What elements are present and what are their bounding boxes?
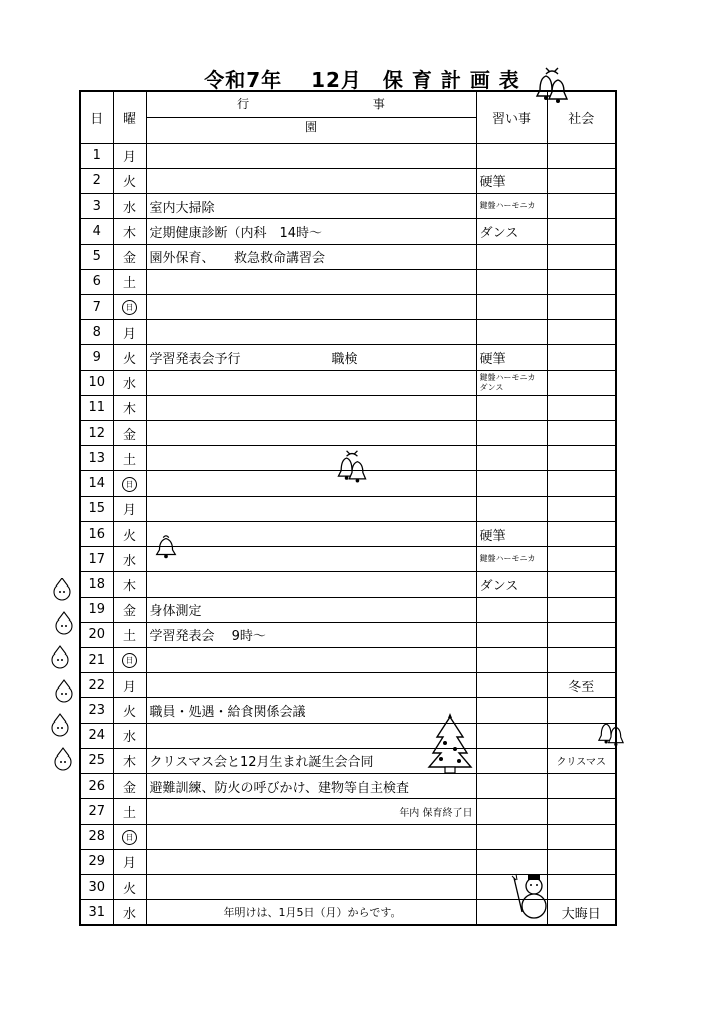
table-row (80, 874, 616, 899)
weekday-cell: 水 (113, 370, 146, 395)
weekday-cell: 金 (113, 244, 146, 269)
lesson-cell (476, 547, 547, 572)
day-cell: 4 (80, 219, 113, 244)
society-cell: クリスマス (547, 748, 616, 773)
society-cell (547, 622, 616, 647)
day-cell: 12 (80, 421, 113, 446)
day-cell: 17 (80, 547, 113, 572)
lesson-cell (476, 849, 547, 874)
society-cell (547, 698, 616, 723)
day-cell: 26 (80, 774, 113, 799)
header-event-top-left: 行 (237, 96, 250, 111)
day-cell: 18 (80, 572, 113, 597)
lesson-cell (476, 194, 547, 219)
header-lessons: 習い事 (476, 91, 547, 143)
day-cell: 15 (80, 496, 113, 521)
weekday-cell: 土 (113, 269, 146, 294)
header-event (146, 91, 476, 143)
table-row (80, 269, 616, 294)
page-title: 令和7年 12月 保 育 計 画 表 (204, 68, 520, 92)
weekday-cell (113, 294, 146, 319)
lesson-cell (476, 874, 547, 899)
header-event-top (147, 95, 476, 118)
society-cell (547, 774, 616, 799)
santa-border-icon (48, 578, 78, 778)
day-cell: 28 (80, 824, 113, 849)
weekday-cell (113, 471, 146, 496)
society-cell (547, 143, 616, 168)
weekday-cell: 月 (113, 496, 146, 521)
event-cell: 園外保育、 救急救命講習会 (146, 244, 476, 269)
table-row (80, 395, 616, 420)
day-cell: 24 (80, 723, 113, 748)
society-cell (547, 597, 616, 622)
weekday-cell: 水 (113, 900, 146, 925)
table-row (80, 320, 616, 345)
day-cell: 7 (80, 294, 113, 319)
lesson-cell (476, 496, 547, 521)
day-cell: 16 (80, 521, 113, 546)
event-cell: 職員・処遇・給食関係会議 (146, 698, 476, 723)
lesson-cell (476, 824, 547, 849)
lesson-cell (476, 673, 547, 698)
event-cell (146, 547, 476, 572)
lesson-cell (476, 269, 547, 294)
lesson-cell (476, 421, 547, 446)
table-row (80, 370, 616, 395)
lesson-cell: ダンス (476, 219, 547, 244)
society-cell (547, 648, 616, 673)
weekday-cell: 月 (113, 143, 146, 168)
sunday-mark: 日 (122, 300, 137, 315)
day-cell: 11 (80, 395, 113, 420)
lesson-cell (476, 143, 547, 168)
table-row (80, 774, 616, 799)
day-cell: 14 (80, 471, 113, 496)
lesson-cell (476, 320, 547, 345)
lesson-cell: 硬筆 (476, 168, 547, 193)
lesson-cell: 硬筆 (476, 345, 547, 370)
weekday-cell: 木 (113, 395, 146, 420)
weekday-cell: 水 (113, 723, 146, 748)
day-cell: 22 (80, 673, 113, 698)
table-row (80, 294, 616, 319)
weekday-cell: 土 (113, 622, 146, 647)
day-cell: 9 (80, 345, 113, 370)
event-cell (146, 320, 476, 345)
day-cell: 30 (80, 874, 113, 899)
event-cell (146, 874, 476, 899)
weekday-cell: 火 (113, 874, 146, 899)
day-cell: 5 (80, 244, 113, 269)
table-row (80, 824, 616, 849)
society-cell (547, 219, 616, 244)
table-row (80, 219, 616, 244)
society-cell: 大晦日 (547, 900, 616, 925)
weekday-cell: 木 (113, 572, 146, 597)
weekday-cell: 土 (113, 446, 146, 471)
event-cell (146, 168, 476, 193)
header-dow: 曜 (113, 91, 146, 143)
society-cell (547, 547, 616, 572)
event-cell (146, 269, 476, 294)
table-row (80, 168, 616, 193)
day-cell: 27 (80, 799, 113, 824)
event-cell (146, 370, 476, 395)
day-cell: 10 (80, 370, 113, 395)
weekday-cell: 火 (113, 345, 146, 370)
society-cell (547, 849, 616, 874)
event-cell (146, 648, 476, 673)
event-cell: 定期健康診断（内科 14時～ (146, 219, 476, 244)
event-cell (146, 673, 476, 698)
event-cell: クリスマス会と12月生まれ誕生会合同 (146, 748, 476, 773)
table-row (80, 622, 616, 647)
day-cell: 2 (80, 168, 113, 193)
weekday-cell (113, 824, 146, 849)
society-cell (547, 421, 616, 446)
day-cell: 23 (80, 698, 113, 723)
day-cell: 8 (80, 320, 113, 345)
table-row (80, 496, 616, 521)
society-cell (547, 395, 616, 420)
lesson-cell (476, 698, 547, 723)
weekday-cell: 金 (113, 421, 146, 446)
table-row (80, 900, 616, 925)
day-cell: 31 (80, 900, 113, 925)
weekday-cell: 火 (113, 521, 146, 546)
table-row (80, 421, 616, 446)
table-row (80, 673, 616, 698)
day-cell: 19 (80, 597, 113, 622)
society-cell (547, 294, 616, 319)
event-cell (146, 294, 476, 319)
sunday-mark: 日 (122, 477, 137, 492)
society-cell (547, 799, 616, 824)
event-cell (146, 849, 476, 874)
lesson-cell (476, 446, 547, 471)
society-cell: 冬至 (547, 673, 616, 698)
society-cell (547, 723, 616, 748)
day-cell: 3 (80, 194, 113, 219)
weekday-cell: 月 (113, 673, 146, 698)
sunday-mark: 日 (122, 653, 137, 668)
lesson-text-2: ダンス (479, 382, 504, 392)
weekday-cell: 水 (113, 194, 146, 219)
table-row (80, 572, 616, 597)
table-row (80, 446, 616, 471)
event-cell (146, 395, 476, 420)
weekday-cell (113, 648, 146, 673)
table-row (80, 648, 616, 673)
lesson-cell (476, 900, 547, 925)
weekday-cell: 金 (113, 597, 146, 622)
society-cell (547, 572, 616, 597)
event-cell (146, 572, 476, 597)
day-cell: 6 (80, 269, 113, 294)
lesson-cell (476, 648, 547, 673)
event-cell: 年明けは、1月5日（月）からです。 (146, 900, 476, 925)
table-row (80, 143, 616, 168)
society-cell (547, 345, 616, 370)
table-row (80, 698, 616, 723)
society-cell (547, 446, 616, 471)
weekday-cell: 木 (113, 219, 146, 244)
weekday-cell: 水 (113, 547, 146, 572)
event-cell: 学習発表会 9時～ (146, 622, 476, 647)
weekday-cell: 月 (113, 320, 146, 345)
schedule-table (79, 90, 617, 926)
table-row (80, 345, 616, 370)
header-event-bottom: 園 (304, 119, 317, 134)
table-row (80, 194, 616, 219)
weekday-cell: 火 (113, 168, 146, 193)
lesson-cell: 硬筆 (476, 521, 547, 546)
society-cell (547, 269, 616, 294)
society-cell (547, 521, 616, 546)
lesson-cell (476, 799, 547, 824)
table-row (80, 521, 616, 546)
lesson-cell (476, 723, 547, 748)
lesson-cell (476, 244, 547, 269)
table-row (80, 597, 616, 622)
event-cell: 室内大掃除 (146, 194, 476, 219)
lesson-cell (476, 597, 547, 622)
lesson-cell (476, 294, 547, 319)
society-cell (547, 320, 616, 345)
society-cell (547, 194, 616, 219)
society-cell (547, 370, 616, 395)
society-cell (547, 471, 616, 496)
day-cell: 1 (80, 143, 113, 168)
table-row (80, 471, 616, 496)
event-cell (146, 723, 476, 748)
day-cell: 29 (80, 849, 113, 874)
event-cell: 年内 保育終了日 (146, 799, 476, 824)
event-cell: 身体測定 (146, 597, 476, 622)
table-row (80, 799, 616, 824)
day-cell: 20 (80, 622, 113, 647)
weekday-cell: 土 (113, 799, 146, 824)
event-cell: 避難訓練、防火の呼びかけ、建物等自主検査 (146, 774, 476, 799)
day-cell: 21 (80, 648, 113, 673)
weekday-cell: 木 (113, 748, 146, 773)
weekday-cell: 月 (113, 849, 146, 874)
society-cell (547, 496, 616, 521)
lesson-text: 鍵盤ハーモニカ (479, 554, 536, 564)
lesson-cell: ダンス (476, 572, 547, 597)
society-cell (547, 244, 616, 269)
sunday-mark: 日 (122, 830, 137, 845)
lesson-cell (476, 395, 547, 420)
society-cell (547, 874, 616, 899)
event-cell: 学習発表会予行 職検 (146, 345, 476, 370)
event-cell (146, 446, 476, 471)
event-cell (146, 521, 476, 546)
weekday-cell: 金 (113, 774, 146, 799)
day-cell: 25 (80, 748, 113, 773)
lesson-cell (476, 622, 547, 647)
table-row (80, 723, 616, 748)
event-cell (146, 824, 476, 849)
table-row (80, 244, 616, 269)
weekday-cell: 火 (113, 698, 146, 723)
table-row (80, 849, 616, 874)
lesson-text: 鍵盤ハーモニカ (479, 201, 536, 211)
event-cell (146, 471, 476, 496)
lesson-cell (476, 774, 547, 799)
society-cell (547, 168, 616, 193)
header-event-top-right: 事 (372, 96, 385, 111)
lesson-cell (476, 471, 547, 496)
lesson-cell (476, 370, 547, 395)
event-cell (146, 143, 476, 168)
lesson-cell (476, 748, 547, 773)
lesson-text: 鍵盤ハーモニカ (479, 372, 536, 382)
header-society: 社会 (547, 91, 616, 143)
day-cell: 13 (80, 446, 113, 471)
table-row (80, 748, 616, 773)
society-cell (547, 824, 616, 849)
event-cell (146, 421, 476, 446)
table-row (80, 547, 616, 572)
header-day: 日 (80, 91, 113, 143)
event-cell (146, 496, 476, 521)
